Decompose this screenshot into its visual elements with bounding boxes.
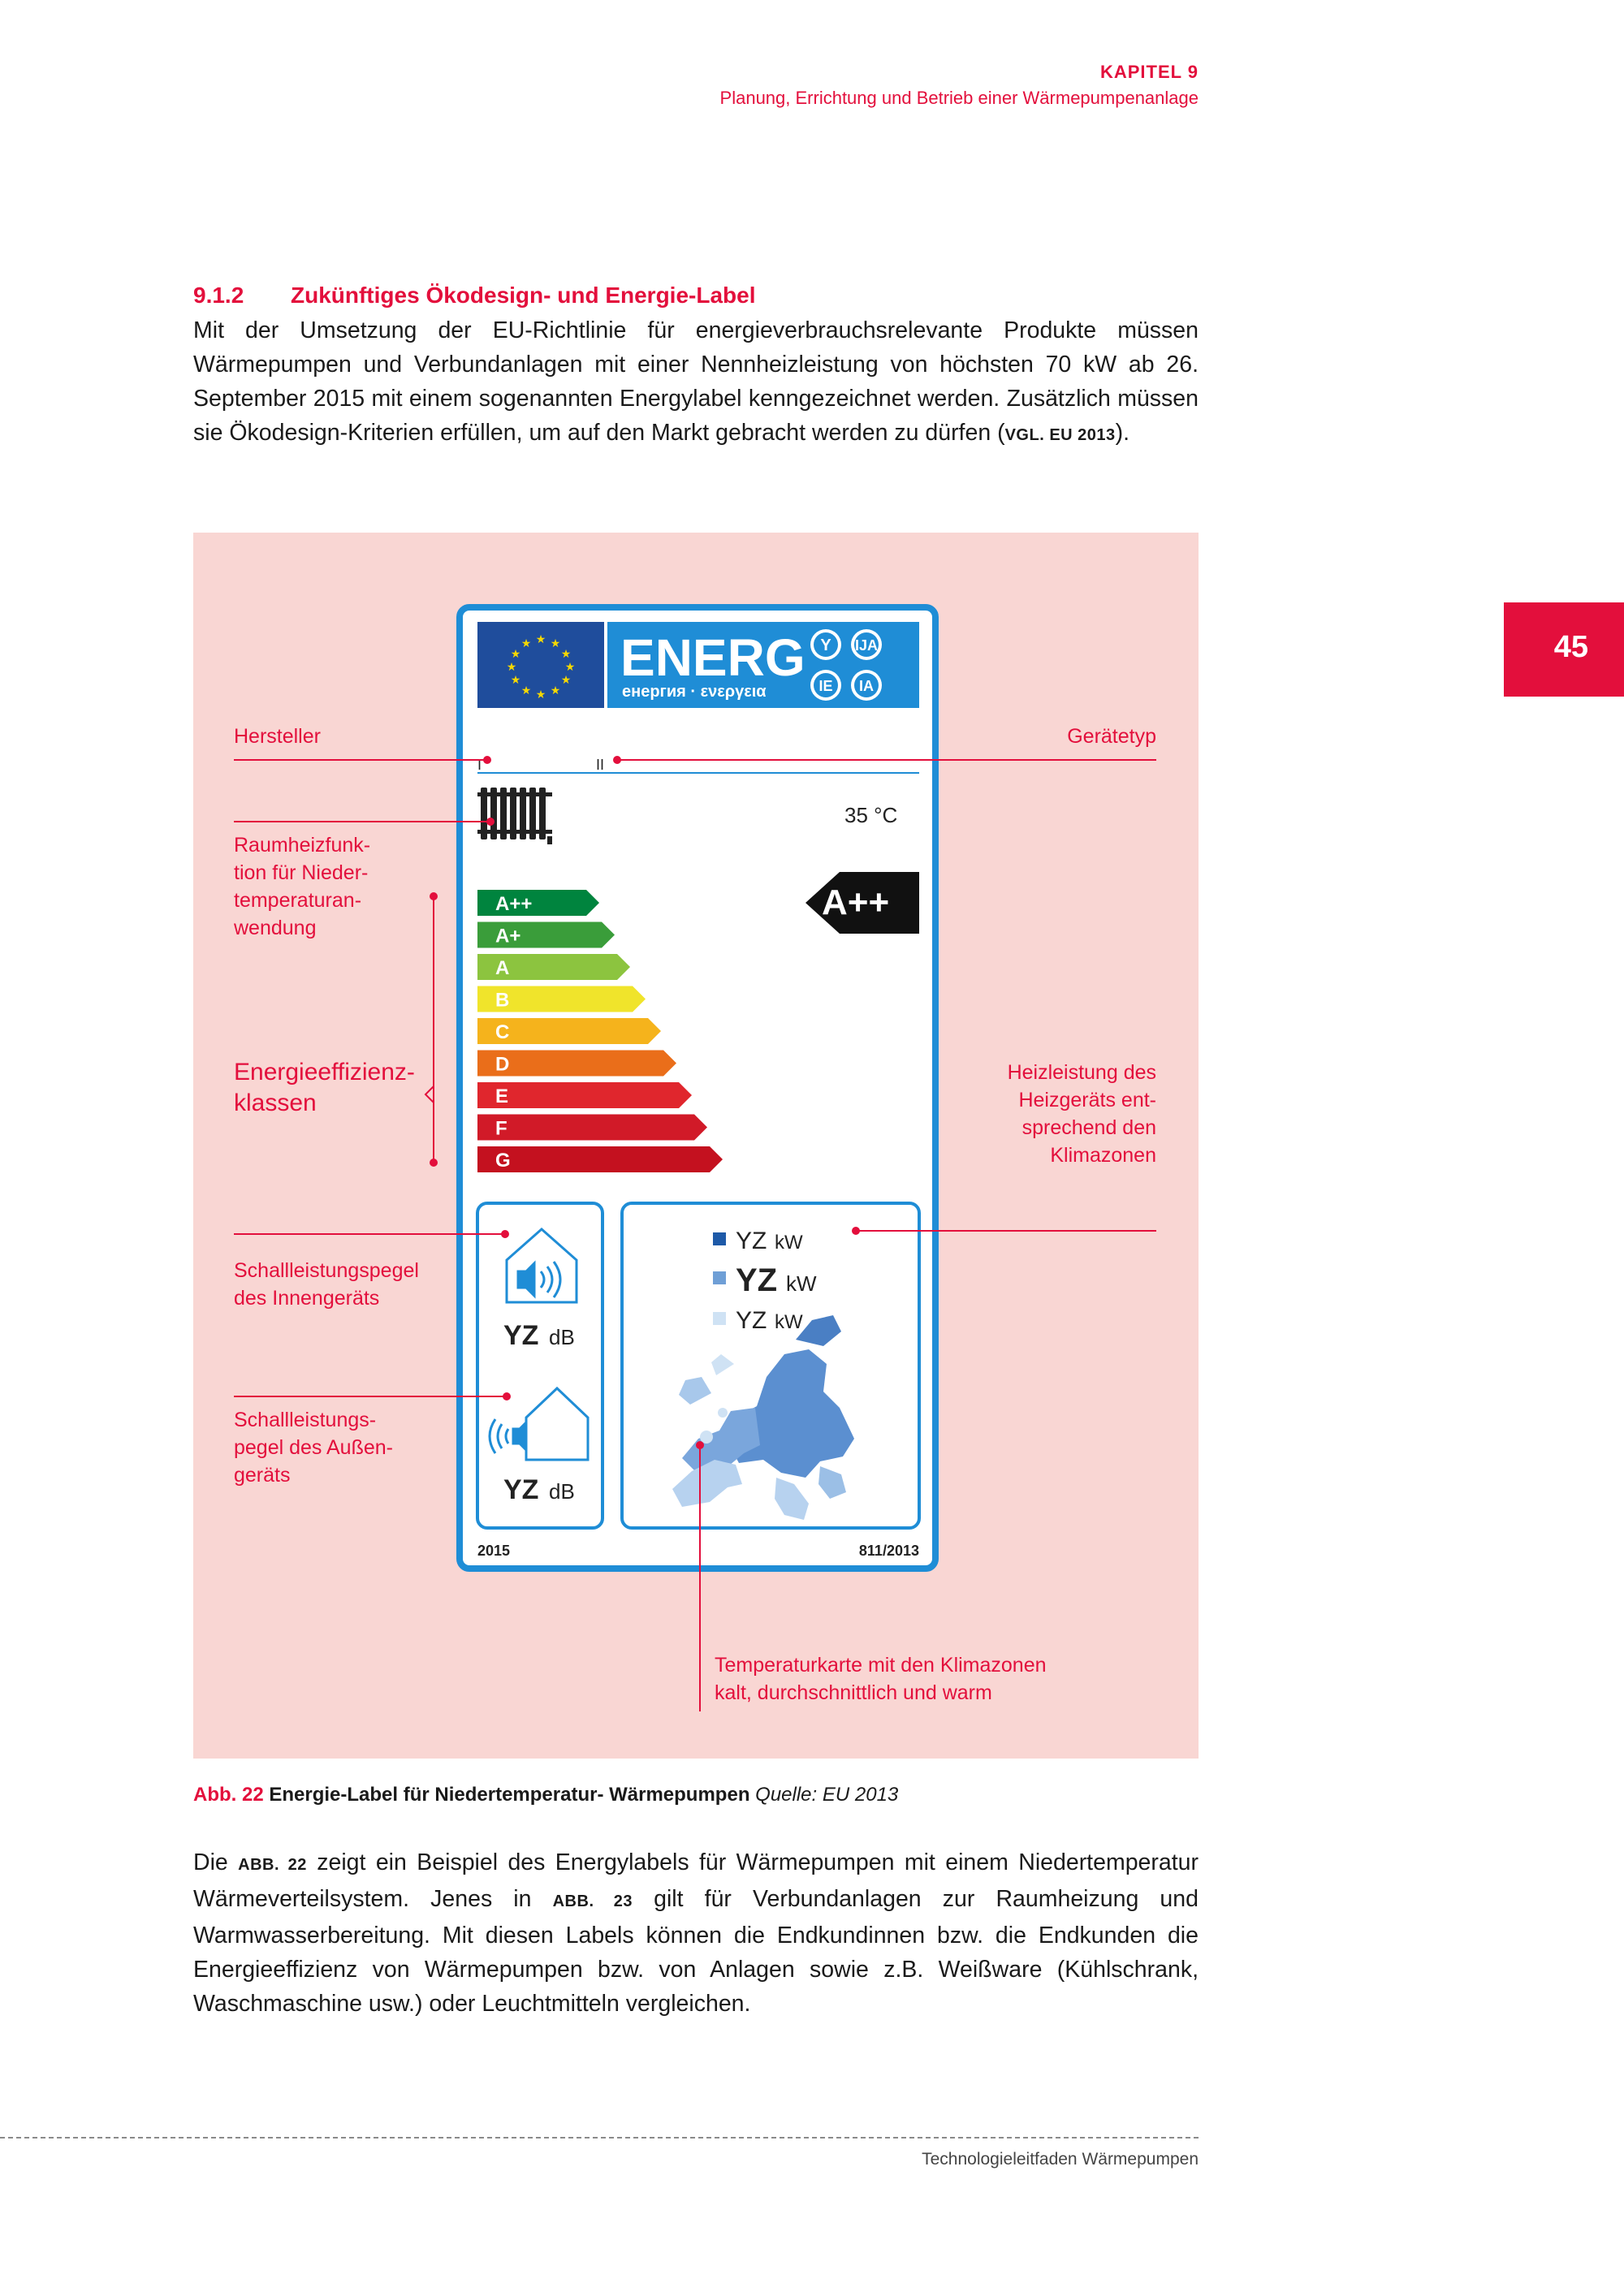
figure-caption <box>193 1784 898 1806</box>
section-title: Zukünftiges Ökodesign- und Energie-Label <box>291 283 756 308</box>
annotation-hersteller: Hersteller <box>234 725 321 748</box>
annotation-line: sprechend den <box>1021 1116 1156 1139</box>
svg-text:★: ★ <box>506 660 517 673</box>
chapter-heading: KAPITEL 9 <box>1099 62 1199 82</box>
caption-title: Energie-Label für Niedertemperatur- Wärmepumpen <box>269 1784 750 1806</box>
annotation-line: kalt, durchschnittlich und warm <box>715 1681 992 1704</box>
rated-class-value: A++ <box>822 883 890 922</box>
sound-level-box <box>477 1203 603 1528</box>
svg-text:★: ★ <box>550 637 561 650</box>
indoor-sound-unit: dB <box>549 1325 575 1349</box>
svg-text:★: ★ <box>510 647 521 660</box>
lang-code-ija: IJA <box>854 637 879 654</box>
annotation-line: Energieeffizienz- <box>234 1059 415 1085</box>
class-label: B <box>495 989 510 1012</box>
field-ii: II <box>596 757 605 773</box>
annotation-line: temperaturan- <box>234 889 362 912</box>
power-row-2-swatch <box>713 1271 726 1284</box>
svg-text:★: ★ <box>560 673 572 686</box>
annotation-temperaturkarte <box>715 1651 1047 1707</box>
annotation-line: Heizgeräts ent- <box>1018 1089 1156 1111</box>
svg-text:★: ★ <box>560 647 572 660</box>
annotation-line: Schallleistungs- <box>234 1409 377 1431</box>
caption-label: Abb. 22 <box>193 1784 264 1806</box>
svg-text:★: ★ <box>564 660 576 673</box>
label-year: 2015 <box>477 1543 511 1559</box>
body-text: zeigt ein Beispiel des Energylabels für Wärmepumpen mit einem Niedertemperatur Wärmeverteilsystem. Jenes in <box>193 1849 1199 1912</box>
intro-text-end: ). <box>1115 420 1130 446</box>
power-row-3-unit: kW <box>775 1311 803 1333</box>
class-arrow-e <box>477 1082 692 1108</box>
body-paragraph <box>193 1845 1199 2021</box>
caption-source: Quelle: EU 2013 <box>755 1784 899 1806</box>
annotation-raumheizfunktion <box>234 831 370 942</box>
reference-abb-23[interactable]: ABB. 23 <box>552 1892 633 1910</box>
annotation-geraetetyp: Gerätetyp <box>1067 725 1156 748</box>
annotation-schall-aussen <box>234 1406 393 1489</box>
lang-code-y: Y <box>820 637 831 654</box>
annotation-line: tion für Nieder- <box>234 861 369 884</box>
annotation-line: des Innengeräts <box>234 1287 380 1310</box>
svg-text:★: ★ <box>510 673 521 686</box>
reference-abb-22[interactable]: ABB. 22 <box>238 1856 307 1874</box>
class-label: A+ <box>495 925 521 947</box>
annotation-heizleistung <box>1008 1059 1156 1169</box>
body-text: gilt für Verbundanlagen zur Raumheizung und Warmwasserbereitung. Mit diesen Labels können die Endkundinnen bzw. die Endkunden die Energieeffizienz von Wärmepumpen bzw. von Anlagen sowie z.B. Weißware (Kühlschrank, Waschmaschine usw.) oder Leuchtmitteln vergleichen. <box>193 1886 1199 2017</box>
power-row-3-swatch <box>713 1312 726 1325</box>
class-arrow-f <box>477 1115 707 1141</box>
svg-text:★: ★ <box>535 632 546 645</box>
annotation-line: Temperaturkarte mit den Klimazonen <box>715 1654 1047 1677</box>
indoor-sound-value: YZ <box>503 1320 539 1351</box>
annotation-line: wendung <box>234 917 317 939</box>
lang-code-ia: IA <box>859 678 874 694</box>
class-arrow-g <box>477 1146 723 1172</box>
svg-text:★: ★ <box>520 684 532 697</box>
footer-divider <box>0 2137 1199 2138</box>
annotation-schall-innen <box>234 1257 419 1312</box>
intro-text: Mit der Umsetzung der EU-Richtlinie für energieverbrauchsrelevante Produkte müssen Wärmepumpen und Verbundanlagen mit einer Nennheizleistung von höchsten 70 kW ab 26. September 2015 mit einem sogenannten Energylabel kenngezeichnet werden. Zusätzlich müssen sie Ökodesign-Kriterien erfüllen, um auf den Markt gebracht werden zu dürfen ( <box>193 317 1199 446</box>
heating-power-box <box>622 1203 919 1528</box>
class-label: F <box>495 1117 508 1140</box>
section-number: 9.1.2 <box>193 283 244 308</box>
class-label: A <box>495 957 510 979</box>
annotation-effizienzklassen <box>234 1057 415 1119</box>
annotation-line: Raumheizfunk- <box>234 834 371 857</box>
annotation-line: Heizleistung des <box>1007 1061 1156 1084</box>
chapter-subtitle: Planung, Errichtung und Betrieb einer Wärmepumpenanlage <box>719 88 1199 108</box>
power-row-1-text: YZ <box>736 1228 767 1254</box>
power-row-1-swatch <box>713 1232 726 1245</box>
power-row-2-unit: kW <box>786 1271 817 1296</box>
reference-vgl-eu-2013[interactable]: VGL. EU 2013 <box>1004 426 1116 444</box>
class-label: A++ <box>495 893 533 915</box>
outdoor-sound-value: YZ <box>503 1474 539 1505</box>
class-label: C <box>495 1021 510 1043</box>
power-row-1-unit: kW <box>775 1232 803 1254</box>
svg-text:★: ★ <box>550 684 561 697</box>
annotation-line: klassen <box>234 1090 317 1116</box>
power-row-3-value: YZ <box>736 1307 767 1334</box>
annotation-line: Schallleistungspegel <box>234 1259 419 1282</box>
page-number: 45 <box>1553 630 1588 664</box>
power-row-2-value: YZ <box>736 1262 778 1298</box>
svg-text:★: ★ <box>535 688 546 701</box>
energ-subtitle: енергия · ενεργεια <box>622 683 767 701</box>
field-i: I <box>477 757 482 773</box>
annotation-line: Klimazonen <box>1050 1144 1156 1167</box>
annotation-line: geräts <box>234 1464 291 1487</box>
energ-title: ENERG <box>620 628 806 687</box>
outdoor-sound-unit: dB <box>549 1479 575 1504</box>
label-regulation: 811/2013 <box>858 1543 919 1559</box>
annotation-line: pegel des Außen- <box>234 1436 393 1459</box>
class-label: G <box>495 1150 511 1172</box>
lang-code-ie: IE <box>818 678 833 694</box>
footer-text: Technologieleitfaden Wärmepumpen <box>922 2150 1199 2169</box>
body-text: Die <box>193 1849 239 1875</box>
class-label: E <box>495 1085 509 1107</box>
eu-flag-icon <box>477 622 604 708</box>
temperature-value: 35 °C <box>844 803 898 827</box>
class-label: D <box>495 1053 510 1076</box>
svg-text:★: ★ <box>520 637 532 650</box>
